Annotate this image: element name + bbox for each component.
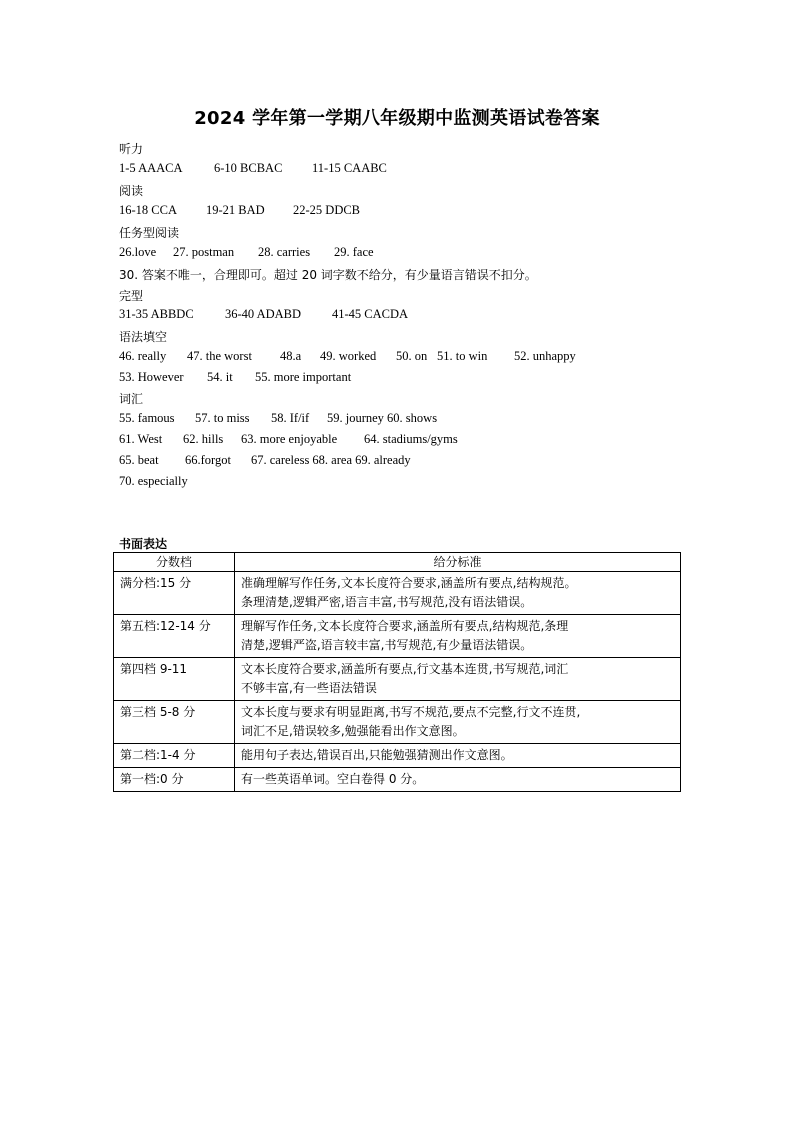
answer-item: 57. to miss: [195, 411, 250, 425]
criteria-line: 准确理解写作任务,文本长度符合要求,涵盖所有要点,结构规范。: [241, 576, 577, 590]
criteria-line: 文本长度与要求有明显距离,书写不规范,要点不完整,行文不连贯,: [241, 705, 581, 719]
grading-table: [113, 552, 681, 792]
task-reading-answers: [119, 245, 374, 260]
table-row: [114, 658, 681, 701]
score-level: 第三档 5-8 分: [114, 701, 235, 744]
table-row: [114, 744, 681, 768]
answer-item: 28. carries: [258, 245, 311, 259]
vocabulary-answers-line-3: [119, 453, 411, 468]
cloze-answers: [119, 307, 408, 322]
section-heading-writing: 书面表达: [119, 537, 168, 551]
criteria-line: 文本长度符合要求,涵盖所有要点,行文基本连贯,书写规范,词汇: [241, 662, 569, 676]
listening-answers: [119, 161, 387, 176]
score-level: 满分档:15 分: [114, 572, 235, 615]
vocabulary-answers-line-4: [119, 474, 188, 489]
section-heading-task-reading: 任务型阅读: [119, 226, 180, 240]
answer-item: 41-45 CACDA: [332, 307, 409, 321]
answer-item: 66.forgot: [185, 453, 231, 467]
criteria-cell: [235, 701, 681, 744]
criteria-line: 不够丰富,有一些语法错误: [241, 681, 377, 695]
answer-item: 47. the worst: [187, 349, 252, 363]
section-heading-reading: 阅读: [119, 184, 144, 198]
criteria-cell: [235, 768, 681, 792]
grammar-answers-line-1: [119, 349, 576, 364]
answer-item: 51. to win: [437, 349, 488, 363]
answer-item: 62. hills: [183, 432, 224, 446]
answer-item: 65. beat: [119, 453, 159, 467]
answer-item: 36-40 ADABD: [225, 307, 302, 321]
answer-item: 54. it: [207, 370, 233, 384]
criteria-line: 清楚,逻辑严盗,语言较丰富,书写规范,有少量语法错误。: [241, 638, 533, 652]
reading-answers: [119, 203, 360, 218]
vocabulary-answers-line-2: [119, 432, 458, 447]
column-header-level: 分数档: [114, 553, 235, 572]
answer-item: 55. famous: [119, 411, 175, 425]
criteria-line: 条理清楚,逻辑严密,语言丰富,书写规范,没有语法错误。: [241, 595, 533, 609]
criteria-line: 词汇不足,错误较多,勉强能看出作文意图。: [241, 724, 465, 738]
answer-item: 46. really: [119, 349, 167, 363]
answer-item: 63. more enjoyable: [241, 432, 338, 446]
table-row: [114, 701, 681, 744]
answer-item: 59. journey 60. shows: [327, 411, 438, 425]
score-level: 第一档:0 分: [114, 768, 235, 792]
answer-item: 11-15 CAABC: [312, 161, 387, 175]
answer-item: 16-18 CCA: [119, 203, 177, 217]
answer-item: 61. West: [119, 432, 163, 446]
answer-item: 27. postman: [173, 245, 235, 259]
criteria-line: 能用句子表达,错误百出,只能勉强猜测出作文意图。: [241, 748, 513, 762]
answer-item: 67. careless 68. area 69. already: [251, 453, 411, 467]
section-heading-cloze: 完型: [119, 289, 144, 303]
criteria-cell: [235, 615, 681, 658]
grammar-answers-line-2: [119, 370, 351, 385]
table-row: [114, 615, 681, 658]
answer-item: 52. unhappy: [514, 349, 576, 363]
answer-item: 49. worked: [320, 349, 377, 363]
answer-item: 55. more important: [255, 370, 352, 384]
section-heading-grammar: 语法填空: [119, 330, 168, 344]
answer-item: 26.love: [119, 245, 157, 259]
table-row: [114, 768, 681, 792]
section-heading-vocabulary: 词汇: [119, 392, 144, 406]
answer-item: 1-5 AAACA: [119, 161, 183, 175]
answer-item: 31-35 ABBDC: [119, 307, 194, 321]
page-title: 2024 学年第一学期八年级期中监测英语试卷答案: [194, 108, 600, 129]
section-heading-listening: 听力: [119, 142, 144, 156]
task-reading-note: 30. 答案不唯一，合理即可。超过 20 词字数不给分，有少量语言错误不扣分。: [119, 268, 537, 282]
answer-item: 19-21 BAD: [206, 203, 265, 217]
criteria-line: 有一些英语单词。空白卷得 0 分。: [241, 772, 425, 786]
answer-item: 53. However: [119, 370, 184, 384]
answer-item: 29. face: [334, 245, 374, 259]
criteria-cell: [235, 744, 681, 768]
answer-item: 58. If/if: [271, 411, 310, 425]
answer-item: 70. especially: [119, 474, 188, 488]
score-level: 第四档 9-11: [114, 658, 235, 701]
vocabulary-answers-line-1: [119, 411, 437, 426]
answer-item: 64. stadiums/gyms: [364, 432, 458, 446]
column-header-criteria: 给分标准: [235, 553, 681, 572]
table-row: [114, 572, 681, 615]
answer-item: 6-10 BCBAC: [214, 161, 283, 175]
criteria-cell: [235, 572, 681, 615]
criteria-line: 理解写作任务,文本长度符合要求,涵盖所有要点,结构规范,条理: [241, 619, 569, 633]
score-level: 第二档:1-4 分: [114, 744, 235, 768]
grading-table-header: [114, 553, 681, 572]
answer-item: 48.a: [280, 349, 302, 363]
score-level: 第五档:12-14 分: [114, 615, 235, 658]
criteria-cell: [235, 658, 681, 701]
answer-item: 22-25 DDCB: [293, 203, 361, 217]
answer-item: 50. on: [396, 349, 428, 363]
